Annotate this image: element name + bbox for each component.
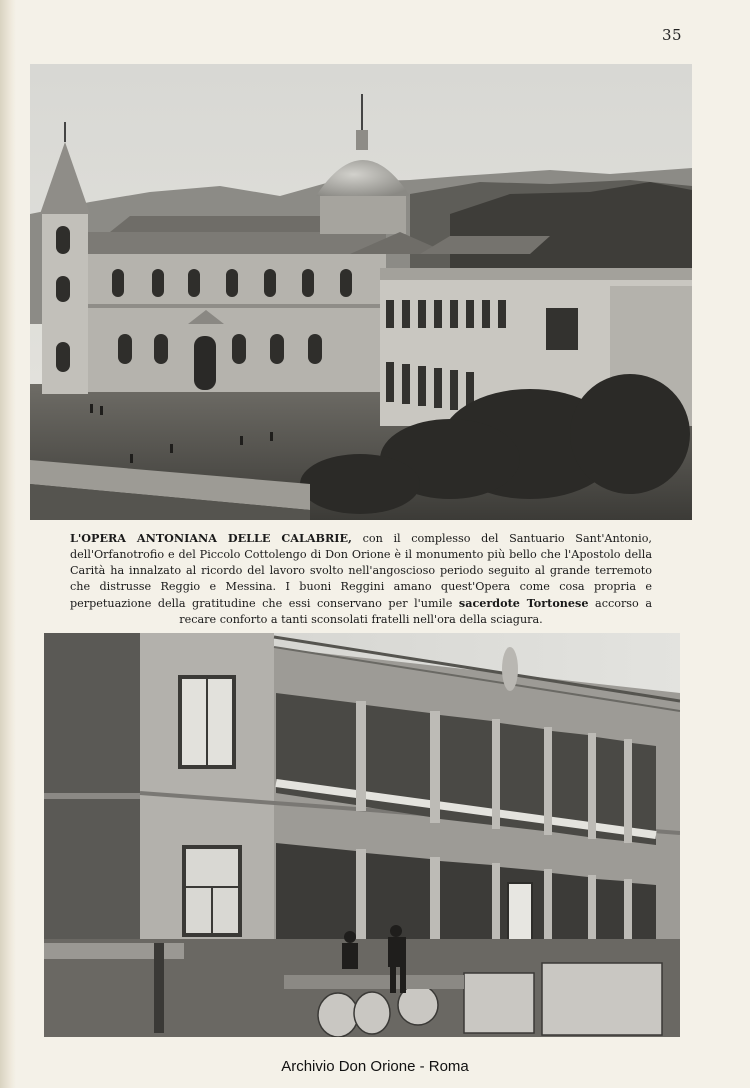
page-edge [0,0,16,1088]
photo-building-facade [44,633,680,1037]
archive-footer: Archivio Don Orione - Roma [281,1058,469,1075]
page-number: 35 [661,26,683,44]
caption-lead: L'OPERA ANTONIANA DELLE CALABRIE, [70,531,352,545]
photo-sanctuary [30,64,692,520]
caption-text-1: con il complesso del Santuario Sant'Antonio, dell'Orfanotrofio e del Piccolo Cottolengo di Don Orione è il monumento più bello che l'Apostolo della Carità ha innalzato al ricordo del lavoro svolto nell'angoscioso periodo seguito al grande terremoto che distrusse Reggio e Messina. I buoni Reggini amano quest'Opera come cosa propria e perpetuazione della gratitudine che essi conservano per l'umile [70,532,652,610]
caption-text-2: accorso a recare conforto a tanti sconsolati fratelli nell'ora della sciagura. [179,597,653,626]
caption-emphasis: sacerdote Tortonese [458,596,589,610]
photo-caption [70,530,652,628]
